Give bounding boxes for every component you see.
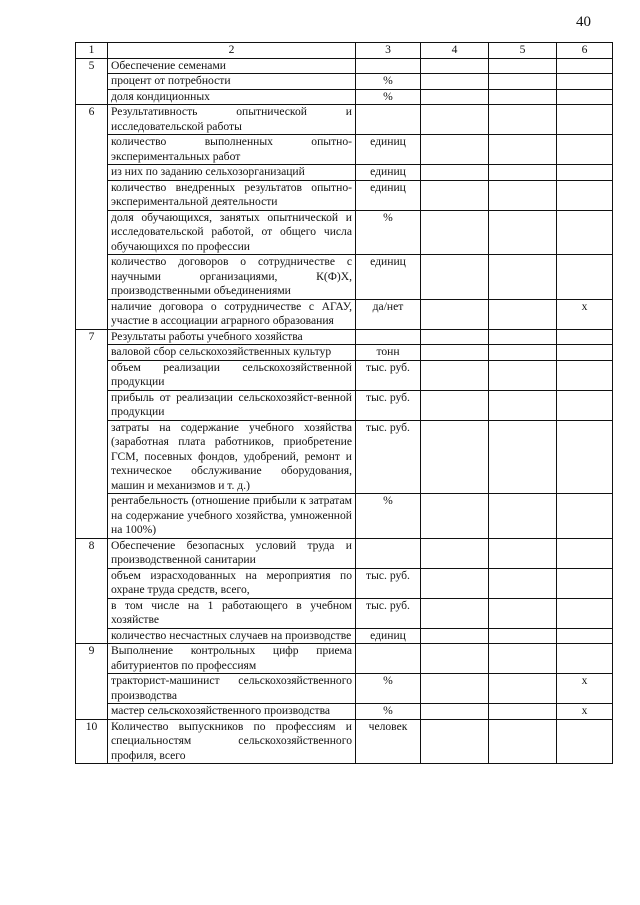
unit-cell [356, 538, 421, 568]
mark-cell [557, 598, 613, 628]
section-title-row [76, 538, 613, 568]
value-cell [421, 58, 489, 74]
unit-cell: единиц [356, 255, 421, 300]
indicator-row [76, 568, 613, 598]
section-title-row [76, 58, 613, 74]
indicator-text: из них по заданию сельхозорганизаций [108, 165, 356, 181]
value-cell [557, 538, 613, 568]
value-cell [489, 255, 557, 300]
section-title: Обеспечение безопасных условий труда и производственной санитарии [108, 538, 356, 568]
value-cell [489, 598, 557, 628]
value-cell [489, 345, 557, 361]
indicator-text: тракторист-машинист сельскохозяйственного производства [108, 674, 356, 704]
value-cell [489, 674, 557, 704]
mark-cell [557, 180, 613, 210]
indicator-row [76, 674, 613, 704]
value-cell [489, 644, 557, 674]
indicator-row [76, 165, 613, 181]
unit-cell: % [356, 210, 421, 255]
page-number: 40 [576, 14, 591, 30]
mark-cell [557, 360, 613, 390]
mark-cell [557, 390, 613, 420]
value-cell [489, 719, 557, 764]
indicator-text: объем реализации сельскохозяйственной продукции [108, 360, 356, 390]
section-title: Выполнение контрольных цифр приема абитуриентов по профессиям [108, 644, 356, 674]
value-cell [421, 420, 489, 494]
indicator-row [76, 345, 613, 361]
unit-cell: да/нет [356, 299, 421, 329]
value-cell [489, 628, 557, 644]
mark-cell [557, 165, 613, 181]
unit-cell: единиц [356, 628, 421, 644]
unit-cell: человек [356, 719, 421, 764]
value-cell [421, 89, 489, 105]
value-cell [489, 58, 557, 74]
mark-cell [557, 568, 613, 598]
indicator-text: доля обучающихся, занятых опытнической и исследовательской работой, от общего числа обучающихся по профессии [108, 210, 356, 255]
unit-cell [356, 58, 421, 74]
value-cell [421, 345, 489, 361]
section-title-row [76, 329, 613, 345]
value-cell [421, 704, 489, 720]
value-cell [489, 165, 557, 181]
unit-cell [356, 105, 421, 135]
value-cell [489, 420, 557, 494]
mark-cell [557, 89, 613, 105]
mark-cell [557, 345, 613, 361]
mark-cell [557, 628, 613, 644]
indicator-row [76, 180, 613, 210]
indicator-row [76, 494, 613, 539]
indicator-text: количество несчастных случаев на производстве [108, 628, 356, 644]
header-cell: 4 [421, 43, 489, 59]
value-cell [489, 390, 557, 420]
section-number: 9 [76, 644, 108, 720]
section-number: 10 [76, 719, 108, 764]
value-cell [421, 628, 489, 644]
indicator-text: процент от потребности [108, 74, 356, 90]
value-cell [421, 180, 489, 210]
indicator-text: в том числе на 1 работающего в учебном хозяйстве [108, 598, 356, 628]
section-number: 8 [76, 538, 108, 644]
value-cell [421, 74, 489, 90]
indicator-row [76, 74, 613, 90]
indicator-text: наличие договора о сотрудничестве с АГАУ, участие в ассоциации аграрного образования [108, 299, 356, 329]
unit-cell: тыс. руб. [356, 568, 421, 598]
section-title-row [76, 105, 613, 135]
value-cell [421, 538, 489, 568]
indicator-text: мастер сельскохозяйственного производства [108, 704, 356, 720]
indicator-row [76, 210, 613, 255]
value-cell [489, 135, 557, 165]
unit-cell: тонн [356, 345, 421, 361]
mark-cell [557, 74, 613, 90]
mark-cell [557, 255, 613, 300]
indicator-row [76, 420, 613, 494]
value-cell [557, 105, 613, 135]
value-cell [421, 494, 489, 539]
value-cell [421, 390, 489, 420]
mark-cell [557, 210, 613, 255]
value-cell [421, 568, 489, 598]
indicator-row [76, 628, 613, 644]
indicator-text: рентабельность (отношение прибыли к затратам на содержание учебного хозяйства, умноженной на 100%) [108, 494, 356, 539]
indicator-text: валовой сбор сельскохозяйственных культур [108, 345, 356, 361]
indicator-table [75, 42, 613, 764]
section-title: Количество выпускников по профессиям и специальностям сельскохозяйственного профиля, всего [108, 719, 356, 764]
indicator-row [76, 360, 613, 390]
unit-cell: % [356, 74, 421, 90]
header-cell: 1 [76, 43, 108, 59]
unit-cell: % [356, 674, 421, 704]
value-cell [489, 704, 557, 720]
value-cell [557, 58, 613, 74]
mark-cell: x [557, 674, 613, 704]
indicator-row [76, 135, 613, 165]
value-cell [489, 494, 557, 539]
indicator-text: доля кондиционных [108, 89, 356, 105]
value-cell [421, 719, 489, 764]
indicator-text: количество внедренных результатов опытно-экспериментальной деятельности [108, 180, 356, 210]
indicator-row [76, 390, 613, 420]
section-title-row [76, 644, 613, 674]
value-cell [489, 538, 557, 568]
value-cell [421, 674, 489, 704]
indicator-text: количество выполненных опытно-экспериментальных работ [108, 135, 356, 165]
value-cell [421, 299, 489, 329]
value-cell [557, 644, 613, 674]
indicator-text: затраты на содержание учебного хозяйства (заработная плата работников, приобретение ГСМ, посевных фондов, удобрений, ремонт и техническое обслуживание оборудования, машин и механизмов и т. д.) [108, 420, 356, 494]
unit-cell: тыс. руб. [356, 420, 421, 494]
unit-cell [356, 644, 421, 674]
unit-cell [356, 329, 421, 345]
header-cell: 3 [356, 43, 421, 59]
value-cell [489, 89, 557, 105]
value-cell [421, 165, 489, 181]
unit-cell: % [356, 89, 421, 105]
unit-cell: единиц [356, 165, 421, 181]
indicator-row [76, 598, 613, 628]
value-cell [421, 644, 489, 674]
mark-cell [557, 420, 613, 494]
indicator-text: количество договоров о сотрудничестве с научными организациями, К(Ф)Х, производственными объединениями [108, 255, 356, 300]
value-cell [489, 568, 557, 598]
indicator-text: прибыль от реализации сельскохозяйст-венной продукции [108, 390, 356, 420]
value-cell [421, 135, 489, 165]
unit-cell: тыс. руб. [356, 390, 421, 420]
section-number: 7 [76, 329, 108, 538]
value-cell [421, 598, 489, 628]
indicator-row [76, 255, 613, 300]
value-cell [489, 360, 557, 390]
mark-cell: x [557, 704, 613, 720]
value-cell [489, 105, 557, 135]
value-cell [489, 299, 557, 329]
section-number: 6 [76, 105, 108, 330]
mark-cell [557, 135, 613, 165]
value-cell [557, 329, 613, 345]
header-row [76, 43, 613, 59]
unit-cell: тыс. руб. [356, 360, 421, 390]
unit-cell: тыс. руб. [356, 598, 421, 628]
indicator-row [76, 89, 613, 105]
section-title: Результаты работы учебного хозяйства [108, 329, 356, 345]
value-cell [489, 180, 557, 210]
value-cell [557, 719, 613, 764]
value-cell [421, 105, 489, 135]
value-cell [421, 360, 489, 390]
value-cell [489, 329, 557, 345]
unit-cell: единиц [356, 180, 421, 210]
value-cell [421, 255, 489, 300]
indicator-text: объем израсходованных на мероприятия по охране труда средств, всего, [108, 568, 356, 598]
value-cell [421, 329, 489, 345]
section-title-row [76, 719, 613, 764]
indicator-row [76, 299, 613, 329]
section-title: Результативность опытнической и исследовательской работы [108, 105, 356, 135]
unit-cell: единиц [356, 135, 421, 165]
mark-cell: x [557, 299, 613, 329]
unit-cell: % [356, 704, 421, 720]
header-cell: 6 [557, 43, 613, 59]
unit-cell: % [356, 494, 421, 539]
section-title: Обеспечение семенами [108, 58, 356, 74]
value-cell [489, 210, 557, 255]
section-number: 5 [76, 58, 108, 105]
value-cell [421, 210, 489, 255]
value-cell [489, 74, 557, 90]
header-cell: 2 [108, 43, 356, 59]
indicator-row [76, 704, 613, 720]
header-cell: 5 [489, 43, 557, 59]
mark-cell [557, 494, 613, 539]
